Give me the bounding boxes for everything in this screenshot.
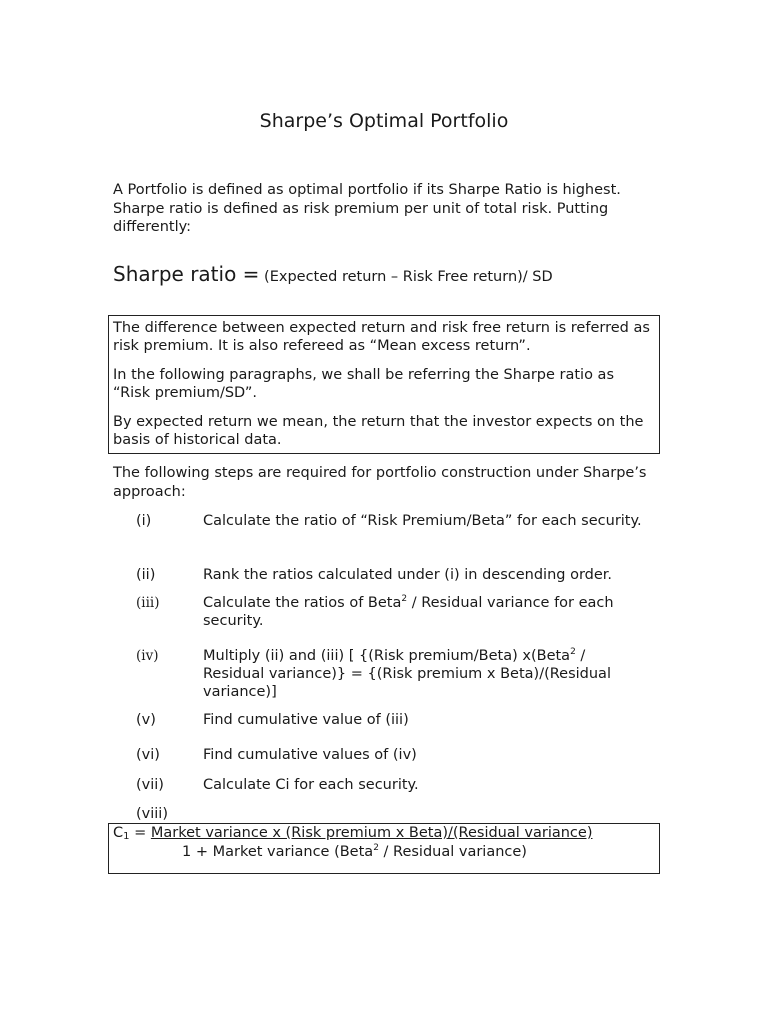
step-number: (v) xyxy=(136,712,156,728)
ci-numerator: Market variance x (Risk premium x Beta)/(Residual variance) xyxy=(150,825,593,841)
step-number: (vi) xyxy=(136,747,160,763)
superscript: 2 xyxy=(570,647,576,657)
ci-formula-denominator-line: 1 + Market variance (Beta$^2$ / Residual variance) xyxy=(182,843,527,860)
step-number: (ii) xyxy=(136,567,156,583)
step-text: Calculate the ratios of Beta$^2$ / Residual variance for each security. xyxy=(203,594,614,629)
step-text: Calculate Ci for each security. xyxy=(203,777,419,793)
sharpe-ratio-formula xyxy=(113,260,673,291)
definition-paragraph-3: By expected return we mean, the return that the investor expects on the basis of historical data. xyxy=(113,414,644,448)
formula-expression: (Expected return – Risk Free return)/ SD xyxy=(264,269,553,285)
step-number: (i) xyxy=(136,513,152,529)
ci-formula-box xyxy=(108,823,660,874)
steps-intro-paragraph: The following steps are required for portfolio construction under Sharpe’s approach: xyxy=(113,465,647,500)
ci-symbol: C xyxy=(113,825,124,841)
step-text: Find cumulative values of (iv) xyxy=(203,747,417,763)
superscript: 2 xyxy=(401,594,408,604)
superscript: 2 xyxy=(373,843,379,853)
step-text: Rank the ratios calculated under (i) in descending order. xyxy=(203,567,613,583)
definition-box xyxy=(108,315,660,454)
step-number: (iii) xyxy=(136,595,160,611)
step-number: (vii) xyxy=(136,777,164,793)
step-number: (iv) xyxy=(136,648,159,664)
step-text: Multiply (ii) and (iii) [ {(Risk premium/Beta) x(Beta$^2$ / Residual variance)} = {(Risk premium x Beta)/(Residual variance)] xyxy=(203,647,611,700)
ci-subscript: 1 xyxy=(123,831,130,842)
ci-formula-numerator-line: $C_1$ = Market variance x (Risk premium x Beta)/(Residual variance) xyxy=(113,825,593,842)
intro-paragraph: A Portfolio is defined as optimal portfolio if its Sharpe Ratio is highest. Sharpe ratio is defined as risk premium per unit of total risk. Putting differently: xyxy=(113,182,621,235)
definition-paragraph-1: The difference between expected return and risk free return is referred as risk premium. It is also refereed as “Mean excess return”. xyxy=(113,320,650,354)
page-title: Sharpe’s Optimal Portfolio xyxy=(259,110,509,132)
step-text: Find cumulative value of (iii) xyxy=(203,712,409,728)
step-text: Calculate the ratio of “Risk Premium/Beta” for each security. xyxy=(203,513,642,529)
formula-label: Sharpe ratio = xyxy=(113,262,260,286)
definition-paragraph-2: In the following paragraphs, we shall be referring the Sharpe ratio as “Risk premium/SD”. xyxy=(113,367,615,401)
step-number: (viii) xyxy=(136,806,168,822)
